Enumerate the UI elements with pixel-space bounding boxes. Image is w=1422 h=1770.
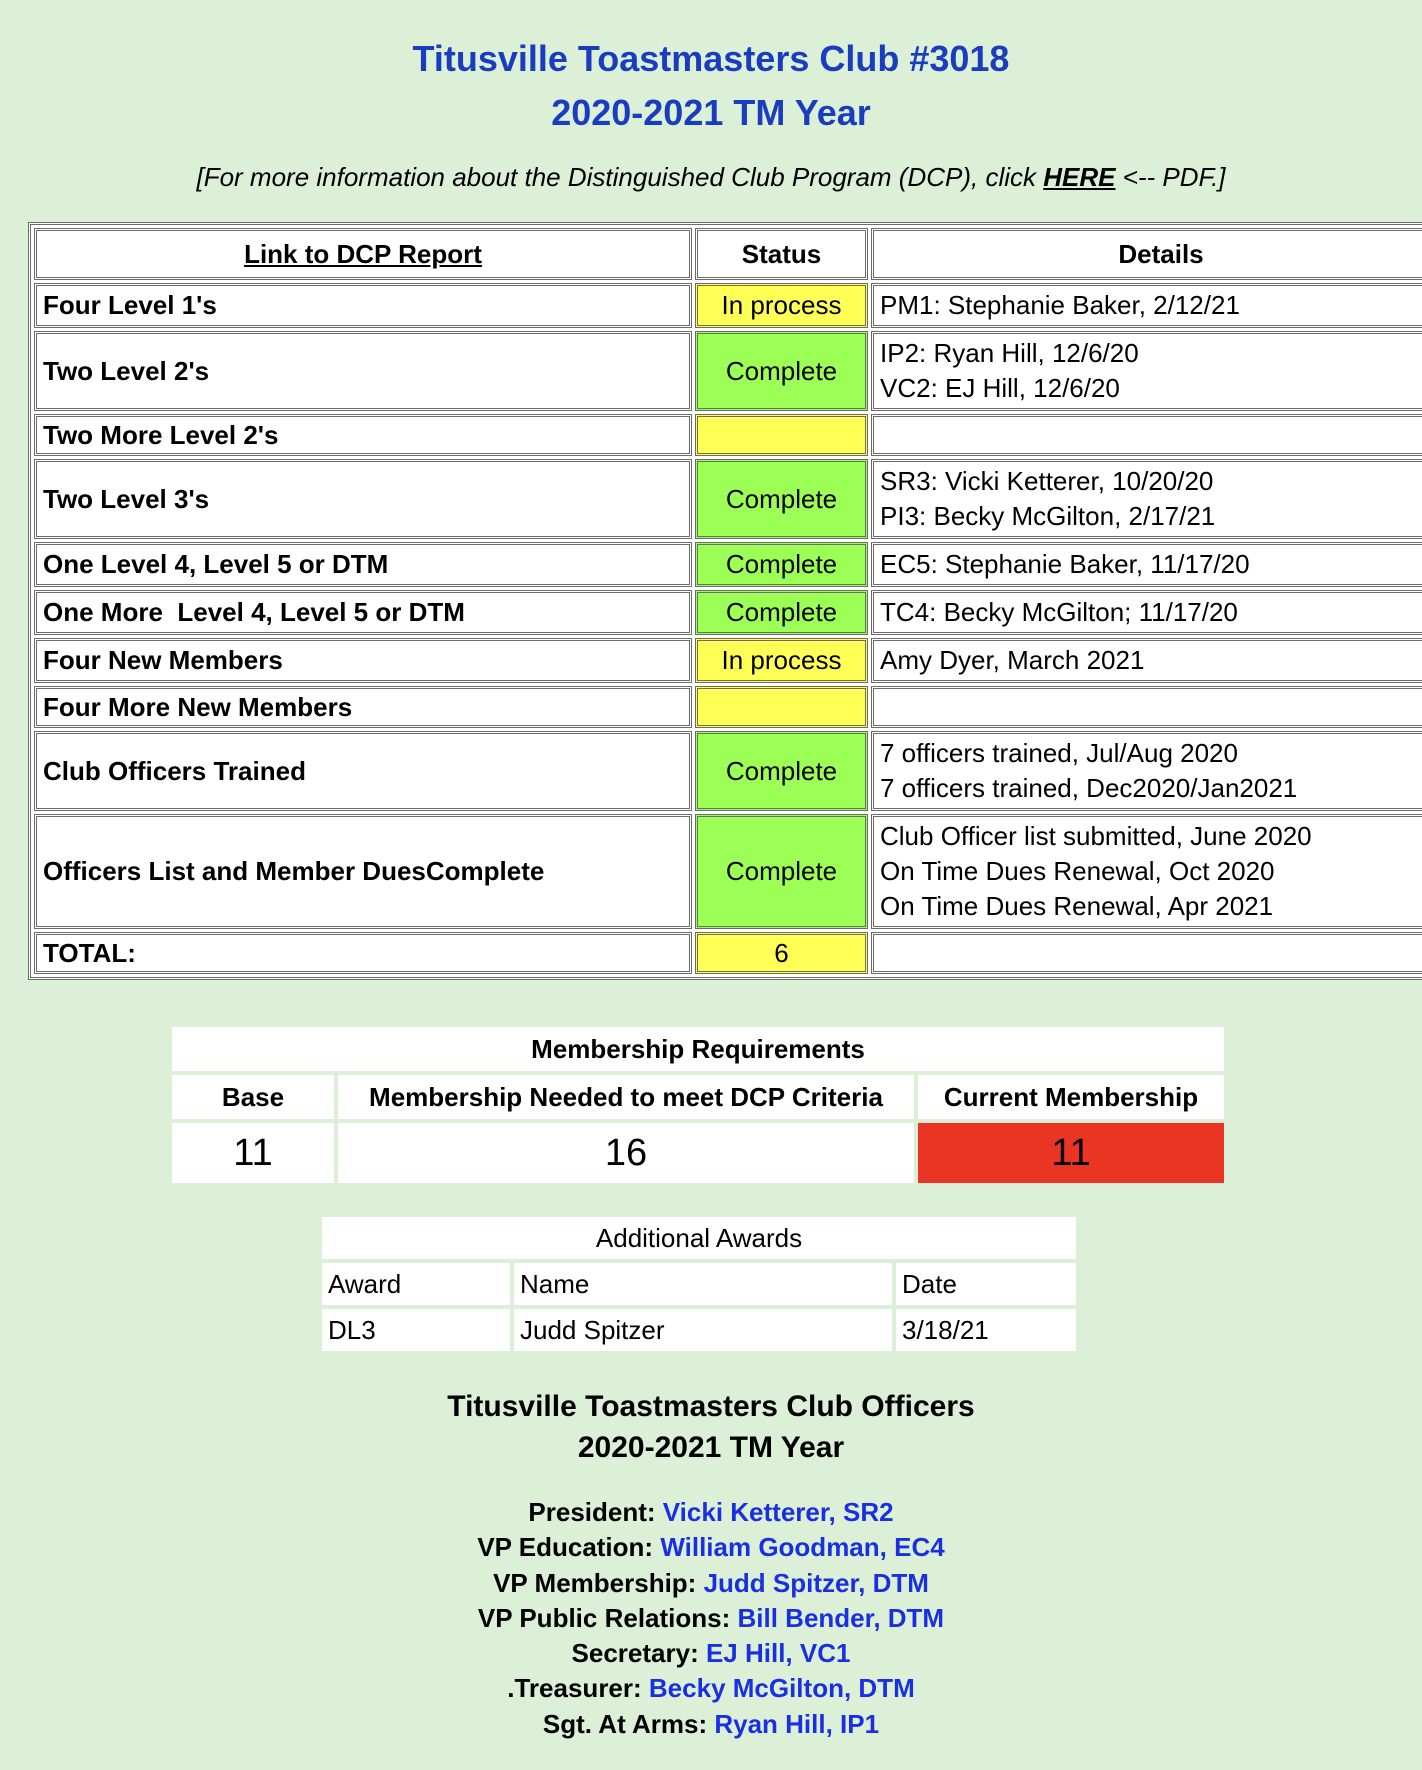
dcp-detail-line: TC4: Becky McGilton; 11/17/20: [880, 597, 1238, 627]
dcp-status: Complete: [695, 459, 868, 539]
dcp-detail-line: 7 officers trained, Jul/Aug 2020: [880, 738, 1238, 768]
dcp-row: [34, 414, 1422, 456]
current-membership-header: Current Membership: [918, 1075, 1224, 1119]
dcp-info-before: [For more information about the Distinguished Club Program (DCP), click: [196, 162, 1044, 192]
dcp-detail-line: Club Officer list submitted, June 2020: [880, 821, 1312, 851]
dcp-requirement: Two Level 3's: [34, 459, 692, 539]
dcp-detail-line: On Time Dues Renewal, Apr 2021: [880, 891, 1274, 921]
dcp-row: [34, 814, 1422, 929]
name-header: Name: [514, 1263, 892, 1305]
base-header: Base: [172, 1075, 334, 1119]
dcp-info-text: [0, 160, 1422, 194]
officer-role: Sgt. At Arms:: [542, 1708, 715, 1739]
dcp-requirement: Officers List and Member DuesComplete: [34, 814, 692, 929]
needed-value: 16: [338, 1123, 914, 1183]
details-header: Details: [871, 228, 1422, 280]
officer-role: VP Education:: [477, 1532, 661, 1563]
officer-entry: [0, 1495, 1422, 1530]
dcp-detail-line: On Time Dues Renewal, Oct 2020: [880, 856, 1275, 886]
officers-title-line1: Titusville Toastmasters Club Officers: [447, 1390, 975, 1423]
dcp-status: In process: [695, 283, 868, 328]
award-date: 3/18/21: [896, 1309, 1076, 1351]
award-header: Award: [322, 1263, 510, 1305]
dcp-row: [34, 331, 1422, 411]
dcp-requirement: Four Level 1's: [34, 283, 692, 328]
membership-title: Membership Requirements: [172, 1027, 1224, 1071]
dcp-detail-line: PM1: Stephanie Baker, 2/12/21: [880, 290, 1240, 320]
dcp-requirement: Two Level 2's: [34, 331, 692, 411]
dcp-row: [34, 638, 1422, 683]
officer-entry: [0, 1530, 1422, 1565]
dcp-status: Complete: [695, 331, 868, 411]
page-title-line1: Titusville Toastmasters Club #3018: [412, 38, 1010, 79]
total-value: 6: [695, 932, 868, 974]
officer-role: .Treasurer:: [507, 1673, 649, 1704]
dcp-details: [871, 414, 1422, 456]
membership-table: [168, 1023, 1228, 1187]
dcp-details: [871, 331, 1422, 411]
dcp-requirement: Four New Members: [34, 638, 692, 683]
officer-entry: [0, 1636, 1422, 1671]
dcp-info-after: <-- PDF.]: [1115, 162, 1226, 192]
officer-role: President:: [528, 1497, 663, 1527]
dcp-row: [34, 459, 1422, 539]
officers-title-line2: 2020-2021 TM Year: [577, 1431, 845, 1464]
dcp-detail-line: PI3: Becky McGilton, 2/17/21: [880, 501, 1216, 531]
officer-role: Secretary:: [571, 1638, 706, 1669]
dcp-detail-line: IP2: Ryan Hill, 12/6/20: [880, 338, 1139, 368]
dcp-row: [34, 590, 1422, 635]
dcp-detail-line: Amy Dyer, March 2021: [880, 645, 1145, 675]
officer-name-link[interactable]: Ryan Hill, IP1: [714, 1708, 880, 1739]
dcp-row: [34, 731, 1422, 811]
page-title-line2: 2020-2021 TM Year: [551, 92, 871, 133]
dcp-requirement: Two More Level 2's: [34, 414, 692, 456]
award-code: DL3: [322, 1309, 510, 1351]
dcp-report-link-header[interactable]: Link to DCP Report: [34, 228, 692, 280]
dcp-details: [871, 638, 1422, 683]
awards-title: Additional Awards: [322, 1217, 1076, 1259]
dcp-status: Complete: [695, 542, 868, 587]
award-row: [322, 1309, 1076, 1351]
officer-name-link[interactable]: William Goodman, EC4: [660, 1532, 945, 1563]
officer-entry: [0, 1566, 1422, 1601]
officer-name-link[interactable]: Becky McGilton, DTM: [648, 1673, 915, 1704]
needed-header: Membership Needed to meet DCP Criteria: [338, 1075, 914, 1119]
base-value: 11: [172, 1123, 334, 1183]
dcp-details: [871, 542, 1422, 587]
dcp-detail-line: EC5: Stephanie Baker, 11/17/20: [880, 549, 1250, 579]
officer-name-link[interactable]: Vicki Ketterer, SR2: [662, 1497, 894, 1527]
dcp-requirement: One More Level 4, Level 5 or DTM: [34, 590, 692, 635]
page-title: [0, 32, 1422, 140]
officer-entry: [0, 1707, 1422, 1742]
dcp-requirement: Club Officers Trained: [34, 731, 692, 811]
dcp-details: [871, 814, 1422, 929]
officers-title: [0, 1386, 1422, 1468]
officer-role: VP Public Relations:: [477, 1602, 738, 1633]
officer-name-link[interactable]: Bill Bender, DTM: [737, 1602, 945, 1633]
dcp-status: [695, 686, 868, 728]
dcp-status: Complete: [695, 590, 868, 635]
dcp-table-frame: [28, 222, 1422, 980]
dcp-detail-line: SR3: Vicki Ketterer, 10/20/20: [880, 466, 1214, 496]
status-header: Status: [695, 228, 868, 280]
officer-entry: [0, 1671, 1422, 1706]
dcp-row: [34, 283, 1422, 328]
dcp-status: In process: [695, 638, 868, 683]
dcp-details: [871, 731, 1422, 811]
dcp-status: Complete: [695, 814, 868, 929]
officer-name-link[interactable]: EJ Hill, VC1: [705, 1638, 851, 1669]
award-name: Judd Spitzer: [514, 1309, 892, 1351]
total-details: [871, 932, 1422, 974]
dcp-requirement: One Level 4, Level 5 or DTM: [34, 542, 692, 587]
dcp-table: [31, 225, 1422, 977]
dcp-requirement: Four More New Members: [34, 686, 692, 728]
date-header: Date: [896, 1263, 1076, 1305]
dcp-detail-line: 7 officers trained, Dec2020/Jan2021: [880, 773, 1298, 803]
dcp-row: [34, 686, 1422, 728]
dcp-detail-line: VC2: EJ Hill, 12/6/20: [880, 373, 1120, 403]
awards-table: [318, 1213, 1080, 1355]
officer-entry: [0, 1601, 1422, 1636]
dcp-header-row: [34, 228, 1422, 280]
dcp-details: [871, 686, 1422, 728]
dcp-status: [695, 414, 868, 456]
total-label: TOTAL:: [34, 932, 692, 974]
dcp-details: [871, 459, 1422, 539]
dcp-status: Complete: [695, 731, 868, 811]
officer-name-link[interactable]: Judd Spitzer, DTM: [703, 1567, 929, 1598]
current-membership-value: 11: [918, 1123, 1224, 1183]
officer-role: VP Membership:: [493, 1567, 704, 1598]
dcp-details: [871, 283, 1422, 328]
officer-list: [0, 1495, 1422, 1742]
dcp-row: [34, 542, 1422, 587]
dcp-details: [871, 590, 1422, 635]
dcp-total-row: [34, 932, 1422, 974]
dcp-pdf-link[interactable]: HERE: [1043, 162, 1116, 192]
